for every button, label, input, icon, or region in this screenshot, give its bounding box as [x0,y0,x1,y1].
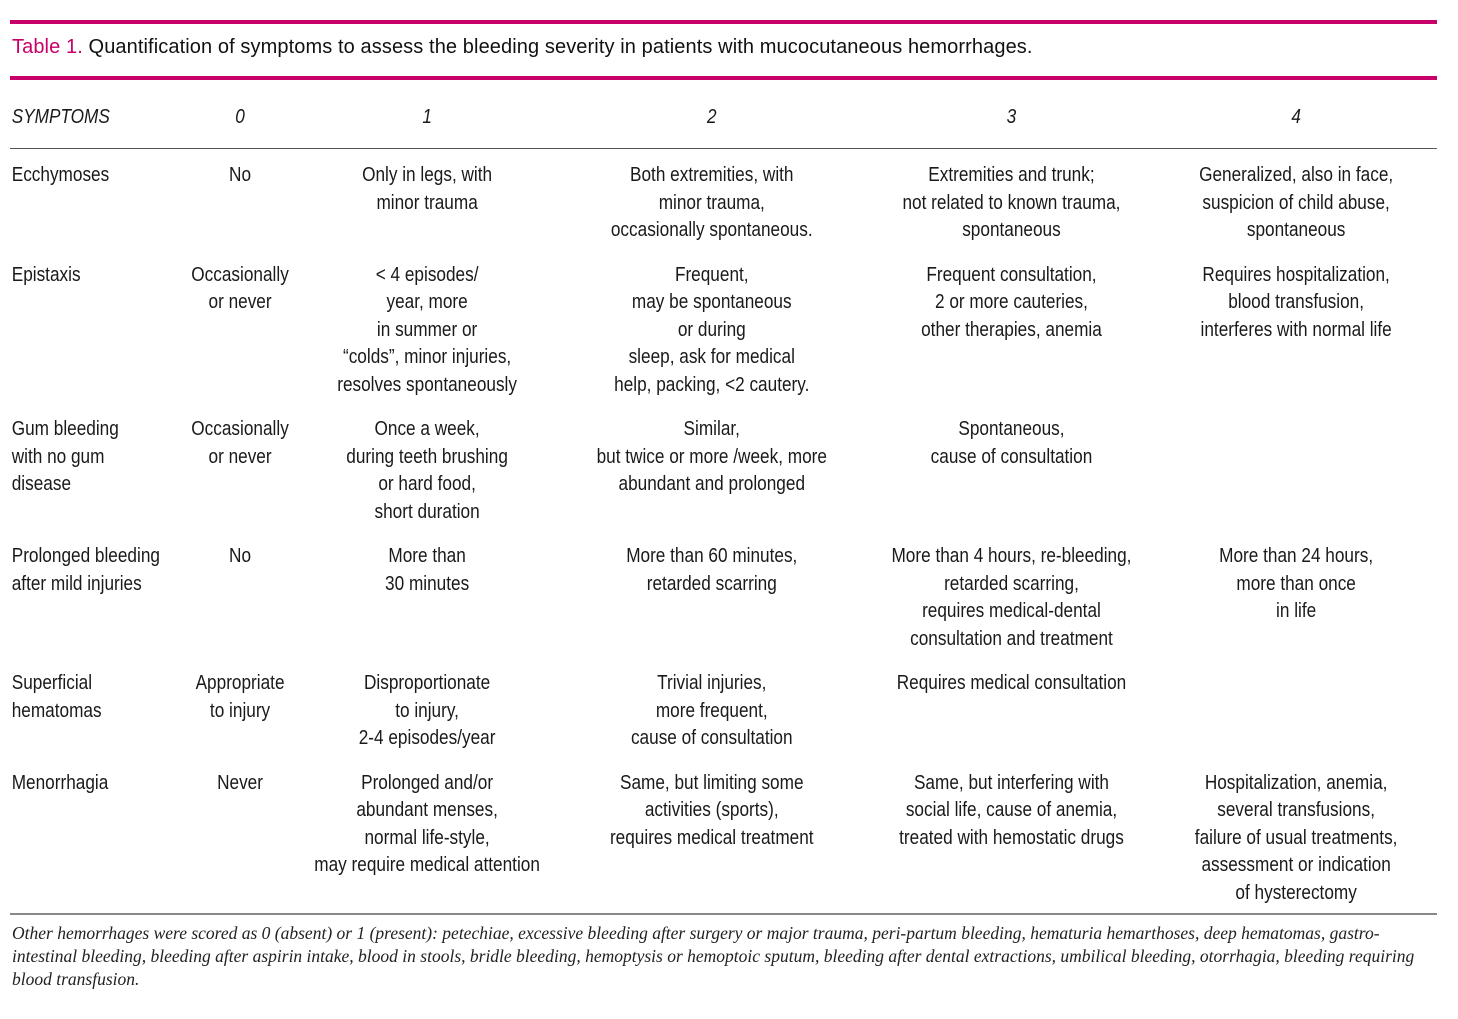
score-2-cell: Same, but limiting some activities (sports), requires medical treatment [609,771,814,849]
header-row [10,100,1437,149]
table-row-prolonged-bleeding [10,530,1437,657]
header-score-4: 4 [1156,100,1437,149]
score-2-cell: Trivial injuries, more frequent, cause of consultation [630,672,793,749]
caption-text: Quantification of symptoms to assess the bleeding severity in patients with mucocutaneous hemorrhages. [88,36,1033,58]
score-4-cell: More than 24 hours, more than once in life [1219,545,1374,622]
score-3-cell: More than 4 hours, re-bleeding, retarded scarring, requires medical-dental consultation and treatment [891,545,1132,650]
caption-top-rule [10,20,1437,24]
score-1-cell: More than 30 minutes [385,545,470,595]
score-0-cell: Appropriate to injury [195,672,285,722]
score-0-cell: Occasionally or never [191,263,289,313]
table-row-epistaxis [10,249,1437,404]
score-2-cell: Frequent, may be spontaneous or during sleep, ask for medical help, packing, <2 cautery. [614,263,810,396]
score-2-cell: More than 60 minutes, retarded scarring [626,545,798,595]
score-2-cell: Similar, but twice or more /week, more abundant and prolonged [596,418,827,495]
caption-label: Table 1. [12,36,83,58]
score-0-cell: Never [217,771,263,794]
score-3-cell: Frequent consultation, 2 or more cauteries, other therapies, anemia [921,263,1102,341]
table-row-menorrhagia [10,757,1437,912]
header-score-2: 2 [556,100,867,149]
table-row-gum-bleeding [10,403,1437,530]
score-4-cell: Requires hospitalization, blood transfusion, interferes with normal life [1200,263,1392,341]
table-caption [12,36,1033,59]
score-0-cell: No [229,164,252,186]
score-4-cell: Generalized, also in face, suspicion of child abuse, spontaneous [1199,164,1394,241]
score-3-cell: Requires medical consultation [896,672,1127,694]
header-score-3: 3 [867,100,1155,149]
symptom-severity-table [10,100,1437,911]
table-row-superficial-hematomas [10,657,1437,757]
score-1-cell: < 4 episodes/ year, more in summer or “colds”, minor injuries, resolves spontaneously [337,263,517,396]
score-1-cell: Once a week, during teeth brushing or hard food, short duration [346,418,508,523]
footnote-rule [10,913,1437,915]
symptom-name: Epistaxis [11,263,81,286]
score-1-cell: Prolonged and/or abundant menses, normal life-style, may require medical attention [314,771,540,876]
table-footnote: Other hemorrhages were scored as 0 (absent) or 1 (present): petechiae, excessive bleeding after surgery or major trauma, peri-partum bleeding, hematuria hemarthoses, deep hematomas, gastro-intestinal bleeding, bleeding after aspirin intake, blood in stools, bridle bleeding, hemoptysis or hemoptoic sputum, bleeding after dental extractions, umbilical bleeding, otorrhagia, bleeding requiring blood transfusion. [12,923,1415,989]
score-4-cell: Hospitalization, anemia, several transfusions, failure of usual treatments, assessment or indication of hysterectomy [1194,771,1398,904]
score-3-cell: Same, but interfering with social life, cause of anemia, treated with hemostatic drugs [899,771,1124,849]
score-0-cell: No [229,545,252,567]
symptom-name: Prolonged bleeding after mild injuries [11,545,160,595]
score-3-cell: Extremities and trunk; not related to known trauma, spontaneous [902,164,1121,241]
table-row-ecchymoses [10,149,1437,249]
symptom-name: Menorrhagia [11,771,109,794]
symptom-name: Gum bleeding with no gum disease [11,418,119,495]
header-symptoms: SYMPTOMS [10,100,182,149]
score-1-cell: Only in legs, with minor trauma [362,164,493,214]
symptom-name: Ecchymoses [11,164,110,186]
symptom-name: Superficial hematomas [11,672,102,722]
score-1-cell: Disproportionate to injury, 2-4 episodes/year [358,672,496,749]
score-4-cell [1156,403,1437,530]
score-4-cell [1156,657,1437,757]
score-3-cell: Spontaneous, cause of consultation [930,418,1093,468]
header-score-0: 0 [182,100,298,149]
header-score-1: 1 [298,100,556,149]
score-2-cell: Both extremities, with minor trauma, occasionally spontaneous. [610,164,813,241]
score-0-cell: Occasionally or never [191,418,289,468]
caption-bottom-rule [10,76,1437,80]
